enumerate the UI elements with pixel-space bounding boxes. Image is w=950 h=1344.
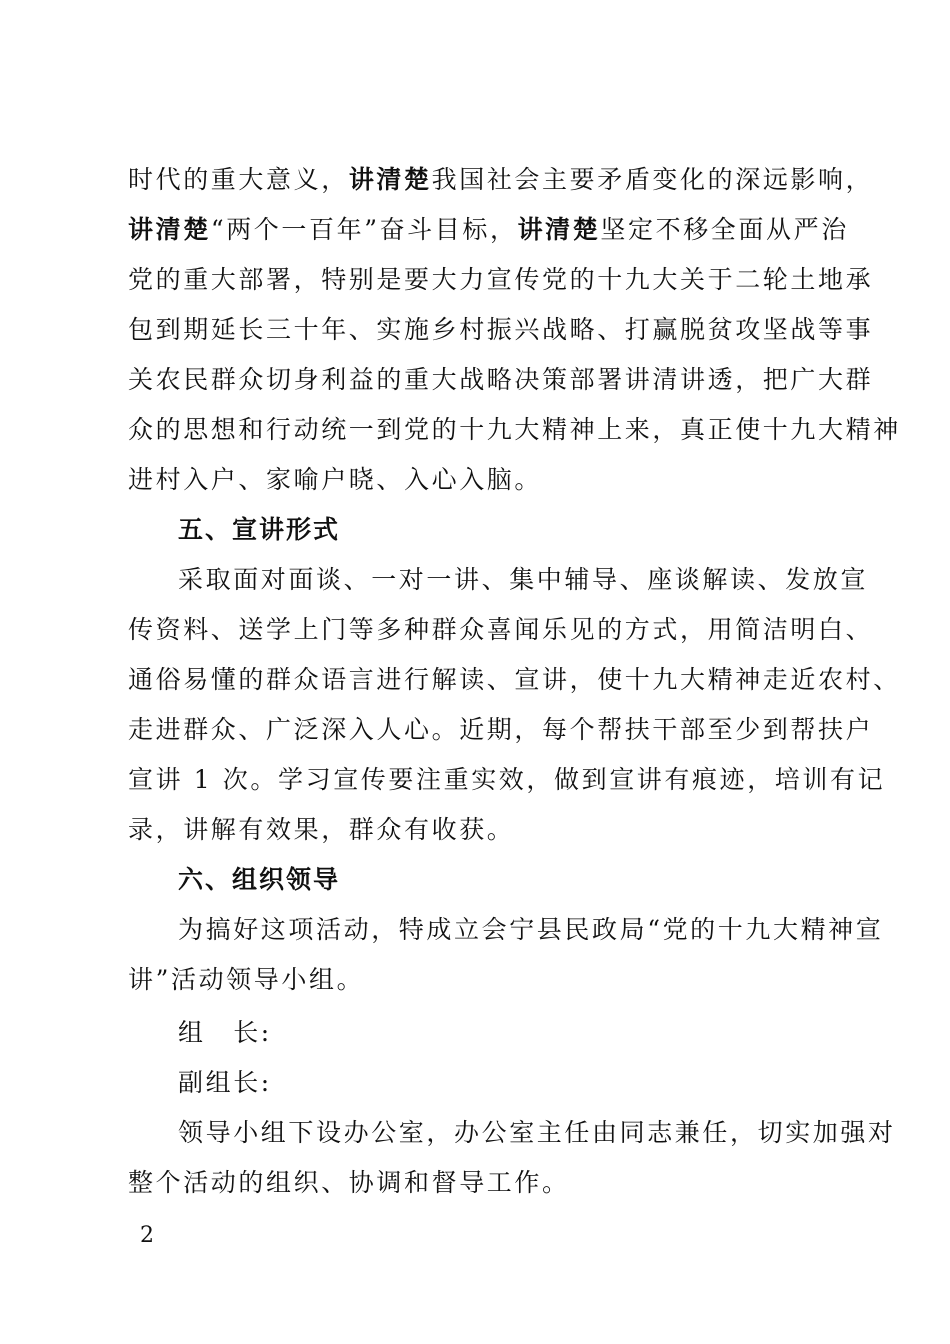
body-line: 关农民群众切身利益的重大战略决策部署讲清讲透，把广大群	[128, 365, 874, 394]
body-line: 包到期延长三十年、实施乡村振兴战略、打赢脱贫攻坚战等事	[128, 315, 874, 344]
emphasis-text: 讲清楚	[517, 215, 601, 244]
page-number: 2	[140, 1223, 154, 1248]
body-line: 走进群众、广泛深入人心。近期，每个帮扶干部至少到帮扶户	[128, 715, 874, 744]
emphasis-text: 讲清楚	[128, 215, 211, 244]
body-line: 讲”活动领导小组。	[128, 965, 365, 994]
text-run: 我国社会主要矛盾变化的深远影响，	[431, 165, 874, 194]
body-line: 整个活动的组织、协调和督导工作。	[128, 1168, 570, 1197]
body-line: 通俗易懂的群众语言进行解读、宣讲，使十九大精神走近农村、	[128, 665, 901, 694]
leader-label: 组 长:	[178, 1018, 272, 1047]
body-line	[128, 214, 849, 246]
section-heading: 六、组织领导	[178, 865, 341, 894]
body-line: 宣讲 1 次。学习宣传要注重实效，做到宣讲有痕迹，培训有记	[128, 765, 886, 794]
body-line: 录，讲解有效果，群众有收获。	[128, 815, 515, 844]
section-heading: 五、宣讲形式	[178, 515, 341, 544]
body-line: 进村入户、家喻户晓、入心入脑。	[128, 465, 543, 494]
deputy-leader-label: 副组长:	[178, 1068, 272, 1097]
emphasis-text: 讲清楚	[348, 165, 432, 194]
text-run: 时代的重大意义，	[128, 165, 349, 194]
body-line	[128, 164, 873, 196]
body-line: 领导小组下设办公室，办公室主任由同志兼任，切实加强对	[178, 1118, 896, 1147]
body-line: 传资料、送学上门等多种群众喜闻乐见的方式，用简洁明白、	[128, 615, 874, 644]
body-line: 众的思想和行动统一到党的十九大精神上来，真正使十九大精神	[128, 415, 901, 444]
body-line: 采取面对面谈、一对一讲、集中辅导、座谈解读、发放宣	[178, 565, 869, 594]
text-run: “两个一百年”奋斗目标，	[210, 215, 518, 244]
body-line: 党的重大部署，特别是要大力宣传党的十九大关于二轮土地承	[128, 265, 874, 294]
body-line: 为搞好这项活动，特成立会宁县民政局“党的十九大精神宣	[178, 915, 884, 944]
text-run: 坚定不移全面从严治	[600, 215, 849, 244]
